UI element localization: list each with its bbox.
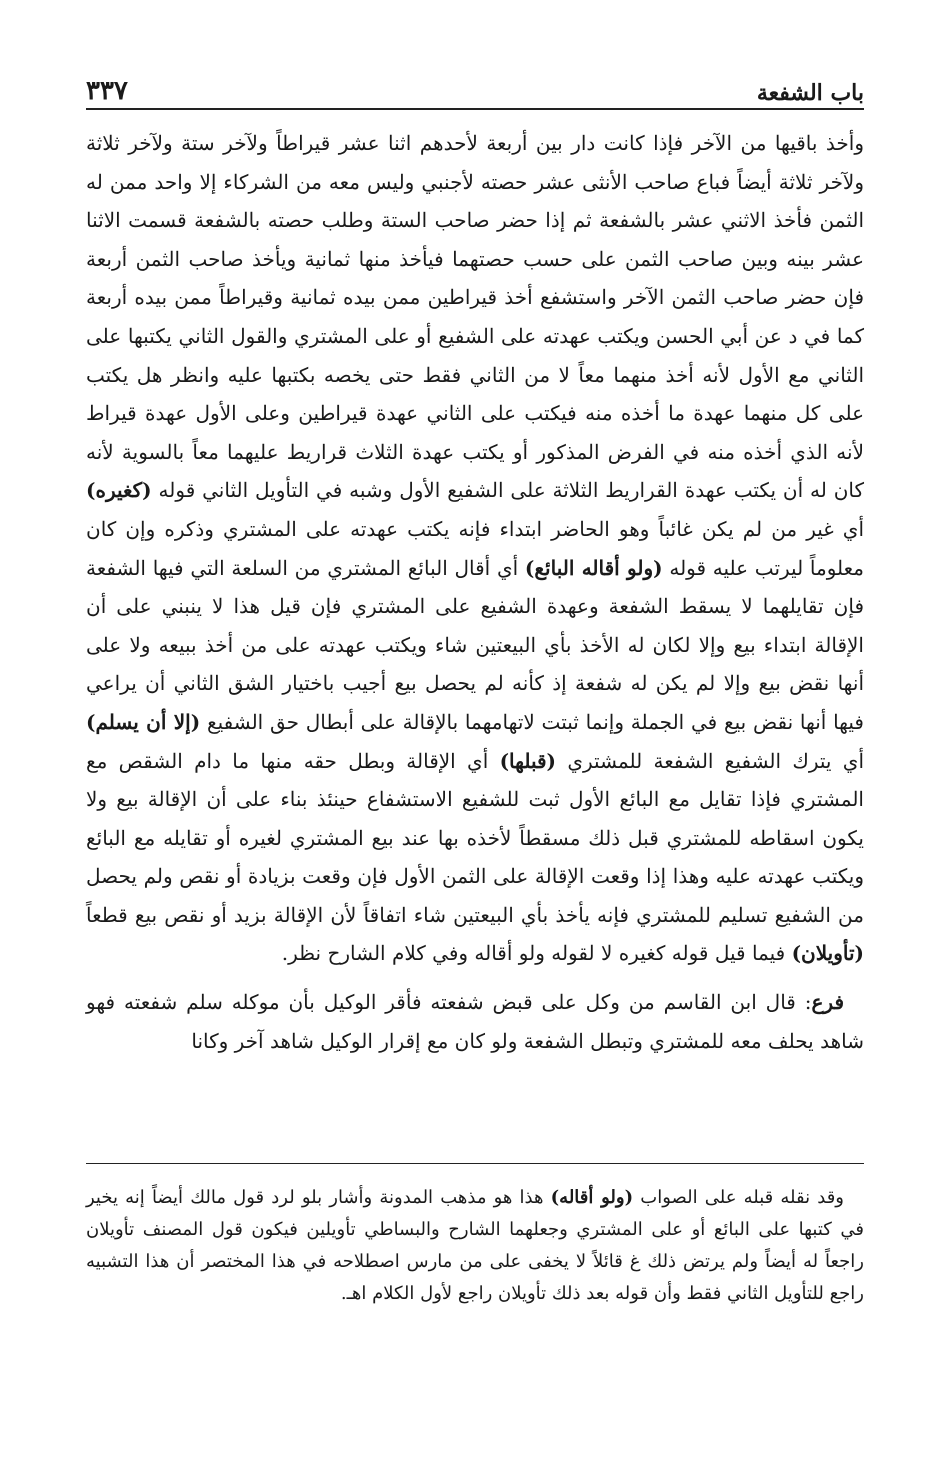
page-number: ٣٣٧ xyxy=(86,76,128,106)
text-run: أي غير من لم يكن غائباً وهو الحاضر ابتداء فإنه يكتب عهدته على المشتري وذكره وإن كان معلوماً ليرتب عليه قوله xyxy=(86,516,865,580)
quoted-matn: (ولو أقاله البائع) xyxy=(524,555,663,580)
main-text xyxy=(86,124,864,1060)
quoted-matn: (كغيره) xyxy=(86,478,152,503)
running-head: باب الشفعة xyxy=(756,80,864,106)
text-run: أي الإقالة وبطل حقه منها ما دام الشقص مع المشتري فإذا تقايل مع البائع الأول ثبت للشفيع الاستشفاع حينئذ بناء على أن الإقالة بيع ولا يكون اسقاطه للمشتري قبل ذلك مسقطاً لأخذه بها عند بيع المشتري لغيره أو تقايله مع البائع ويكتب عهدته عليه وهذا إذا وقعت الإقالة على الثمن الأول فإن وقعت بزيادة أو نقص ولم يحصل من الشفيع تسليم للمشتري فإنه يأخذ بأي البيعتين شاء اتفاقاً لأن الإقالة بزيد أو نقص بيع قطعاً xyxy=(86,748,864,927)
footnote xyxy=(86,1182,864,1310)
text-run: فيما قيل قوله كغيره لا لقوله ولو أقاله وفي كلام الشارح نظر. xyxy=(281,941,786,966)
section-label: فرع xyxy=(811,990,844,1015)
page-header xyxy=(86,68,864,110)
quoted-matn: (إلا أن يسلم) xyxy=(86,709,201,734)
quoted-matn: (تأويلان) xyxy=(791,941,864,966)
text-run: أي يترك الشفيع الشفعة للمشتري xyxy=(567,748,865,773)
quoted-matn: (ولو أقاله) xyxy=(550,1187,634,1208)
text-run: وقد نقله قبله على الصواب xyxy=(640,1187,845,1208)
footnote-divider xyxy=(86,1163,864,1164)
text-run: وأخذ باقيها من الآخر فإذا كانت دار بين أربعة لأحدهم اثنا عشر قيراطاً ولآخر ستة ولآخر ثلاثة ولآخر ثلاثة أيضاً فباع صاحب الأنثى عشر حصته لأجنبي وليس معه من الشركاء إلا واحد ممن له الثمن فأخذ الاثني عشر بالشفعة ثم إذا حضر صاحب الستة وطلب حصته بالشفعة قسمت الاثنا عشر بينه وبين صاحب الثمن على حسب حصتهما فيأخذ منها ثمانية ويأخذ صاحب الثمن أربعة فإن حضر صاحب الثمن الآخر واستشفع أخذ قيراطين ممن بيده ثمانية وقيراطاً ممن بيده أربعة كما في د عن أبي الحسن ويكتب عهدته على الشفيع أو على المشتري والقول الثاني يكتبها على الثاني مع الأول لأنه أخذ منهما معاً لا من الثاني فقط حتى يخصه بكتبها عليه وانظر هل يكتب على كل منهما عهدة ما أخذه منه فيكتب على الثاني عهدة قيراطين وعلى الأول عهدة قيراط لأنه الذي أخذه منه في الفرض المذكور أو يكتب عهدة الثلاث قراريط عليهما معاً بالسوية لأنه كان له أن يكتب عهدة القراريط الثلاثة على الشفيع الأول وشبه في التأويل الثاني قوله xyxy=(86,131,865,503)
text-run: أي أقال البائع المشتري من السلعة التي فيها الشفعة فإن تقايلهما لا يسقط الشفعة وعهدة الشفيع على المشتري فإن قيل هذا لا ينبني على أن الإقالة ابتداء بيع وإلا لكان له الأخذ بأي البيعتين شاء ويكتب عهدته على من أخذ ببيعه ولا على أنها نقض بيع وإلا لم يكن له شفعة إذ كأنه لم يحصل بيع أجيب باختيار الشق الثاني أن يراعي فيها أنها نقض بيع في الجملة وإنما ثبتت لاتهامهما بالإقالة على أبطال حق الشفيع xyxy=(86,555,864,734)
paragraph xyxy=(86,124,864,973)
quoted-matn: (قبلها) xyxy=(499,748,557,773)
paragraph xyxy=(86,983,864,1060)
text-run: هذا هو مذهب المدونة وأشار بلو لرد قول مالك أيضاً إنه يخير في كتبها على البائع أو على المشتري وجعلهما الشارح والبساطي تأويلين فيكون قول المصنف تأويلان راجعاً له أيضاً ولم يرتض ذلك غ قائلاً لا يخفى على من مارس اصطلاحه في هذا المختصر أن هذا التشبيه راجع للتأويل الثاني فقط وأن قوله بعد ذلك تأويلان راجع لأول الكلام اهـ. xyxy=(86,1187,864,1304)
text-run: : قال ابن القاسم من وكل على قبض شفعته فأقر الوكيل بأن موكله سلم شفعته فهو شاهد يحلف معه للمشتري وتبطل الشفعة ولو كان مع إقرار الوكيل شاهد آخر وكانا xyxy=(86,990,864,1053)
